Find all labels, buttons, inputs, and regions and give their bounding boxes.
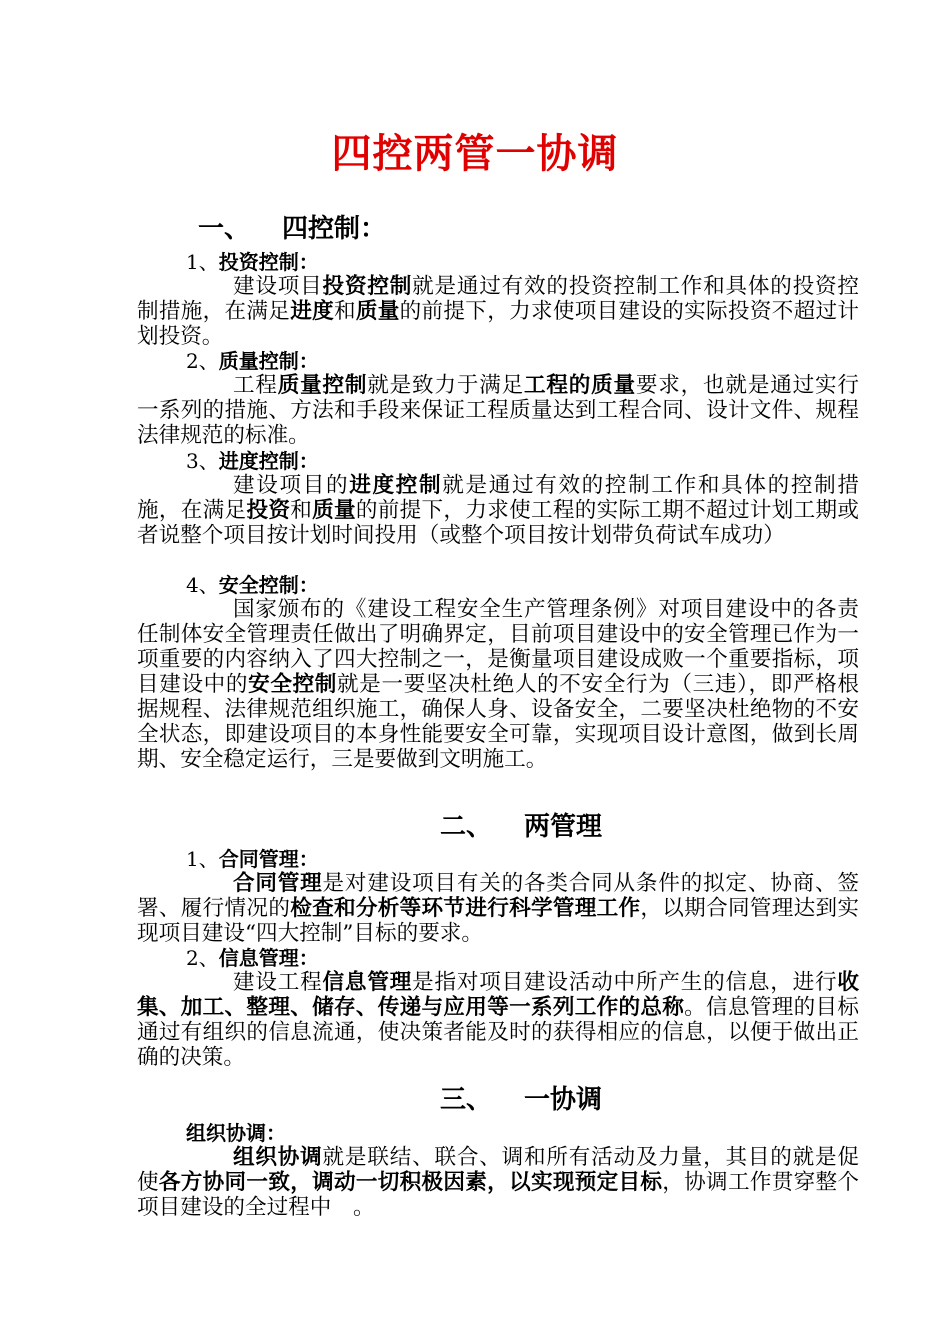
paragraph: 国家颁布的《建设工程安全生产管理条例》对项目建设中的各责任制体安全管理责任做出了明确界定，目前项目建设中的安全管理已作为一项重要的内容纳入了四大控制之一，是衡量项目建设成败一个重要指标，项目建设中的安全控制就是一要坚决杜绝人的不安全行为（三违），即严格根据规程、法律规范组织施工，确保人身、设备安全，二要坚决杜绝物的不安全状态，即建设项目的本身性能要安全可靠，实现项目设计意图，做到长周期、安全稳定运行，三是要做到文明施工。	[137, 597, 859, 772]
paragraph: 建设项目的进度控制就是通过有效的控制工作和具体的控制措施，在满足投资和质量的前提下，力求使工程的实际工期不超过计划工期或者说整个项目按计划时间投用（或整个项目按计划带负荷试车成功）	[137, 473, 859, 548]
subsection-heading: 组织协调：	[186, 1121, 286, 1145]
paragraph: 合同管理是对建设项目有关的各类合同从条件的拟定、协商、签署、履行情况的检查和分析等环节进行科学管理工作，以期合同管理达到实现项目建设“四大控制”目标的要求。	[137, 871, 859, 946]
section-heading: 一、 四控制：	[198, 214, 387, 244]
document-title: 四控两管一协调	[331, 131, 619, 177]
subsection-heading: 2、质量控制：	[186, 349, 319, 373]
subsection-heading: 4、安全控制：	[186, 573, 319, 597]
paragraph: 工程质量控制就是致力于满足工程的质量要求，也就是通过实行一系列的措施、方法和手段来保证工程质量达到工程合同、设计文件、规程法律规范的标准。	[137, 373, 859, 448]
subsection-heading: 2、信息管理：	[186, 946, 319, 970]
subsection-heading: 3、进度控制：	[186, 449, 319, 473]
subsection-heading: 1、投资控制：	[186, 250, 319, 274]
section-heading: 三、 一协调	[440, 1085, 603, 1115]
paragraph: 建设项目投资控制就是通过有效的投资控制工作和具体的投资控制措施，在满足进度和质量的前提下，力求使项目建设的实际投资不超过计划投资。	[137, 274, 859, 349]
subsection-heading: 1、合同管理：	[186, 847, 319, 871]
paragraph: 建设工程信息管理是指对项目建设活动中所产生的信息，进行收集、加工、整理、储存、传递与应用等一系列工作的总称。信息管理的目标通过有组织的信息流通，使决策者能及时的获得相应的信息，以便于做出正确的决策。	[137, 970, 859, 1070]
paragraph: 组织协调就是联结、联合、调和所有活动及力量，其目的就是促使各方协同一致，调动一切积极因素，以实现预定目标，协调工作贯穿整个项目建设的全过程中 。	[137, 1145, 859, 1220]
section-heading: 二、 两管理	[440, 812, 603, 842]
